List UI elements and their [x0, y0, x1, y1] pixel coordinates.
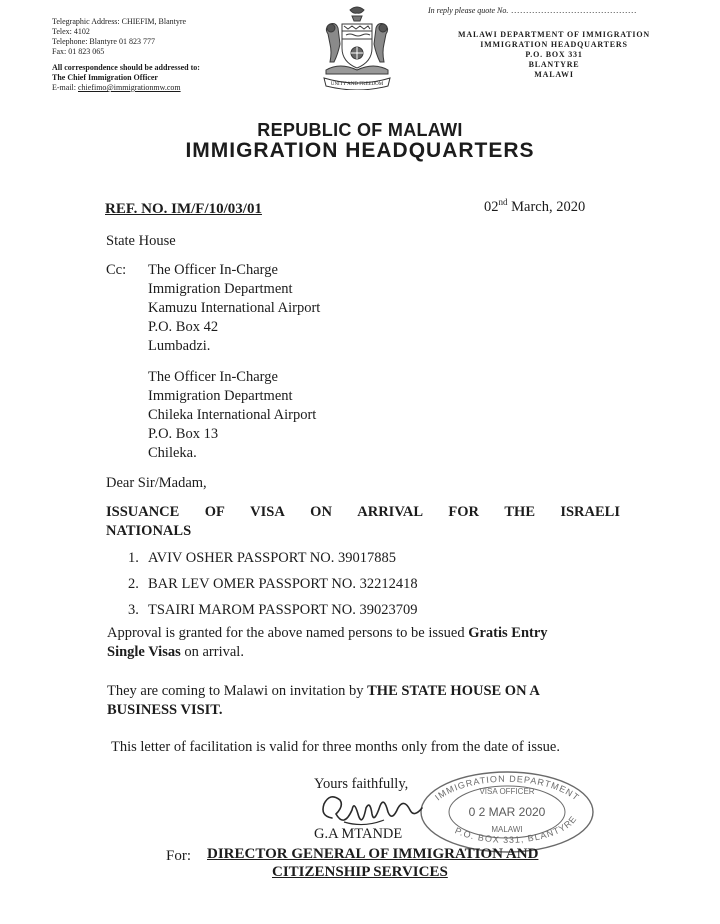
cc-address-line: P.O. Box 42 [148, 319, 219, 335]
approval-visa-type-cont: Single Visas [107, 644, 181, 660]
cc-address-line: The Officer In-Charge [148, 262, 278, 278]
stamp-bottom-text: P.O. BOX 331, BLANTYRE [453, 813, 579, 845]
chief-officer: The Chief Immigration Officer [52, 73, 158, 82]
subject-heading [106, 503, 620, 541]
director-title-line-2: CITIZENSHIP SERVICES [272, 864, 448, 880]
date-suffix: nd [498, 197, 508, 207]
invitation-paragraph [107, 682, 622, 720]
fax: Fax: 01 823 065 [52, 47, 105, 56]
stamp-date: 0 2 MAR 2020 [468, 805, 546, 819]
correspondence-note: All correspondence should be addressed to: [52, 63, 200, 72]
list-item [128, 545, 418, 571]
stamp-country: MALAWI [491, 825, 523, 834]
subject-word: THE [504, 504, 535, 520]
subject-word: ISSUANCE [106, 504, 180, 520]
list-text: TSAIRI MAROM PASSPORT NO. 39023709 [148, 602, 418, 618]
subject-word: FOR [448, 504, 480, 520]
list-text: BAR LEV OMER PASSPORT NO. 32212418 [148, 576, 418, 592]
list-item [128, 597, 418, 623]
coat-of-arms-emblem [320, 4, 394, 90]
invitation-purpose: BUSINESS VISIT. [107, 702, 223, 718]
department-city: BLANTYRE [528, 60, 580, 69]
subject-line-2: NATIONALS [106, 523, 192, 539]
reference-number: REF. NO. IM/F/10/03/01 [105, 201, 262, 217]
reply-quote-line: In reply please quote No. .......................................... [428, 6, 638, 15]
reply-quote-label: In reply please quote No. [428, 6, 509, 15]
subject-line-1 [106, 503, 620, 522]
cc-address-line: P.O. Box 13 [148, 426, 219, 442]
cc-address-line: Immigration Department [148, 388, 293, 404]
coat-motto: UNITY AND FREEDOM [330, 82, 384, 87]
cc-address-line: Kamuzu International Airport [148, 300, 321, 316]
list-item [128, 571, 418, 597]
telex: Telex: 4102 [52, 27, 90, 36]
email-link[interactable]: chiefimo@immigrationmw.com [78, 83, 181, 92]
stamp-top-text: IMMIGRATION DEPARTMENT [433, 773, 582, 803]
subject-word: OF [204, 504, 225, 520]
cc-address-line: Chileka. [148, 445, 197, 461]
telephone: Telephone: Blantyre 01 823 777 [52, 37, 155, 46]
invitation-line-1 [107, 682, 622, 701]
list-text: AVIV OSHER PASSPORT NO. 39017885 [148, 550, 396, 566]
visa-officer-stamp [416, 764, 598, 854]
headquarters-title: IMMIGRATION HEADQUARTERS [185, 139, 535, 162]
cc-address-kamuzu [148, 261, 320, 356]
letter-date [484, 197, 585, 216]
department-name: MALAWI DEPARTMENT OF IMMIGRATION [458, 30, 650, 39]
approval-text: Approval is granted for the above named persons to be issued [107, 625, 469, 641]
invitation-text: They are coming to Malawi on invitation by [107, 683, 368, 699]
invitation-line-2 [107, 701, 622, 720]
recipient: State House [106, 233, 176, 249]
salutation: Dear Sir/Madam, [106, 475, 207, 491]
cc-address-line: The Officer In-Charge [148, 369, 278, 385]
validity-paragraph: This letter of facilitation is valid for three months only from the date of issue. [111, 739, 560, 755]
cc-address-line: Chileka International Airport [148, 407, 317, 423]
email-label: E-mail: [52, 83, 78, 92]
department-country: MALAWI [534, 70, 574, 79]
approval-paragraph [107, 624, 622, 662]
approval-visa-type: Gratis Entry [468, 625, 548, 641]
date-rest: March, 2020 [507, 199, 586, 215]
subject-word: ISRAELI [560, 504, 620, 520]
list-number: 3. [128, 602, 139, 618]
date-day: 02 [484, 199, 499, 215]
telegraphic-address: Telegraphic Address: CHIEFIM, Blantyre [52, 17, 187, 26]
subject-word: ARRIVAL [357, 504, 424, 520]
list-number: 2. [128, 576, 139, 592]
cc-address-chileka [148, 368, 316, 463]
letterhead-contact-block [52, 17, 200, 93]
cc-label: Cc: [106, 262, 127, 278]
approval-line-2 [107, 643, 622, 662]
subject-word: ON [310, 504, 332, 520]
cc-address-line: Lumbadzi. [148, 338, 211, 354]
stamp-title: VISA OFFICER [479, 787, 535, 796]
department-box: P.O. BOX 331 [525, 50, 583, 59]
headquarters-name: IMMIGRATION HEADQUARTERS [480, 40, 628, 49]
department-address-block [440, 30, 668, 80]
passport-list [128, 545, 418, 623]
invitation-host: THE STATE HOUSE ON A [367, 683, 540, 699]
signatory-name: G.A MTANDE [314, 826, 403, 842]
cc-address-line: Immigration Department [148, 281, 293, 297]
approval-line-1 [107, 624, 622, 643]
email-line [52, 83, 200, 93]
list-number: 1. [128, 550, 139, 566]
subject-word: VISA [250, 504, 285, 520]
republic-title: REPUBLIC OF MALAWI [257, 120, 463, 140]
director-title-line-1: DIRECTOR GENERAL OF IMMIGRATION AND [207, 846, 539, 862]
approval-text-cont: on arrival. [180, 644, 244, 660]
closing: Yours faithfully, [314, 776, 409, 792]
for-label: For: [166, 848, 192, 864]
